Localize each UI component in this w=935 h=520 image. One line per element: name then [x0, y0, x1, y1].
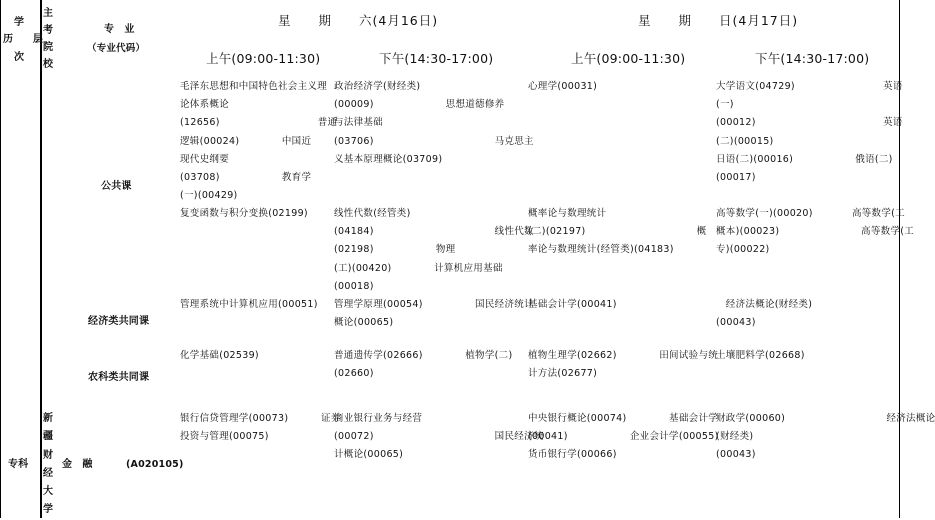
- public-row1-sun-pm: 大学语文(04729) 英语 (一) (00012) 英语 (二)(00015) 日语(二)(00016) 俄语(二) (00017): [716, 81, 903, 184]
- saturday-afternoon-header: 下午(14:30-17:00): [379, 51, 494, 66]
- major-code-header: （专业代码）: [87, 43, 146, 54]
- econ-row-sun-am: 基础会计学(00041): [528, 299, 617, 310]
- school-header: 主考院校: [43, 8, 53, 70]
- econ-row-sun-pm: 经济法概论(财经类) (00043): [716, 299, 813, 329]
- econ-courses-label: 经济类共同课: [88, 316, 150, 327]
- saturday-header: 星 期 六(4月16日): [278, 13, 439, 28]
- level-header-bottom: 次: [14, 52, 25, 63]
- sunday-afternoon-header: 下午(14:30-17:00): [755, 51, 870, 66]
- level-header-top: 学: [14, 17, 25, 28]
- econ-row-sat-am: 管理系统中计算机应用(00051): [180, 299, 318, 310]
- finance-row-sun-pm: 财政学(00060) 经济法概论 (财经类) (00043): [716, 413, 935, 461]
- finance-major-code: (A020105): [126, 459, 184, 470]
- agri-row-sun-pm: 土壤肥料学(02668): [716, 350, 805, 361]
- sunday-morning-header: 上午(09:00-11:30): [571, 51, 686, 66]
- table-border-left: [0, 0, 1, 518]
- column-divider-school: [41, 0, 42, 518]
- finance-row-sat-pm: 商业银行业务与经营 (00072) 国民经济统 计概论(00065): [334, 413, 544, 461]
- level-header-mid: 历 层: [3, 34, 43, 45]
- major-header: 专 业: [104, 24, 135, 35]
- saturday-morning-header: 上午(09:00-11:30): [206, 51, 321, 66]
- finance-row-sat-am: 银行信贷管理学(00073) 证券 投资与管理(00075): [180, 413, 341, 443]
- school-xinjiang-finance: 新疆财经大学: [43, 413, 53, 516]
- agri-row-sat-am: 化学基础(02539): [180, 350, 259, 361]
- agri-row-sat-pm: 普通遗传学(02666) 植物学(二) (02660): [334, 350, 513, 380]
- public-row1-sun-am: 心理学(00031): [528, 81, 598, 92]
- agri-courses-label: 农科类共同课: [88, 372, 150, 383]
- finance-major-label: 金 融: [62, 459, 93, 470]
- public-row2-sat-pm: 线性代数(经管类) (04184) 线性代数 (02198) 物理 (工)(00420) 计算机应用基础 (00018): [334, 208, 534, 292]
- public-row2-sun-am: 概率论与数理统计 (二)(02197) 概 率论与数理统计(经管类)(04183): [528, 208, 707, 256]
- agri-row-sun-am: 植物生理学(02662) 田间试验与统 计方法(02677): [528, 350, 719, 380]
- public-row1-sat-pm: 政治经济学(财经类) (00009) 思想道德修养 与法律基础 (03706) 马克思主 义基本原理概论(03709): [334, 81, 534, 165]
- sunday-header: 星 期 日(4月17日): [638, 13, 799, 28]
- public-row1-sat-am: 毛泽东思想和中国特色社会主义理 论体系概论 (12656) 普通 逻辑(00024) 中国近 现代史纲要 (03708) 教育学 (一)(00429): [180, 81, 338, 202]
- public-courses-label: 公共课: [101, 181, 132, 192]
- public-row2-sat-am: 复变函数与积分变换(02199): [180, 208, 308, 219]
- public-row2-sun-pm: 高等数学(一)(00020) 高等数学(工 概本)(00023) 高等数学(工 专)(00022): [716, 208, 915, 256]
- level-zhuanke: 专科: [8, 459, 29, 470]
- econ-row-sat-pm: 管理学原理(00054) 国民经济统计 概论(00065): [334, 299, 534, 329]
- finance-row-sun-am: 中央银行概论(00074) 基础会计学 (00041) 企业会计学(00055) 货币银行学(00066): [528, 413, 719, 461]
